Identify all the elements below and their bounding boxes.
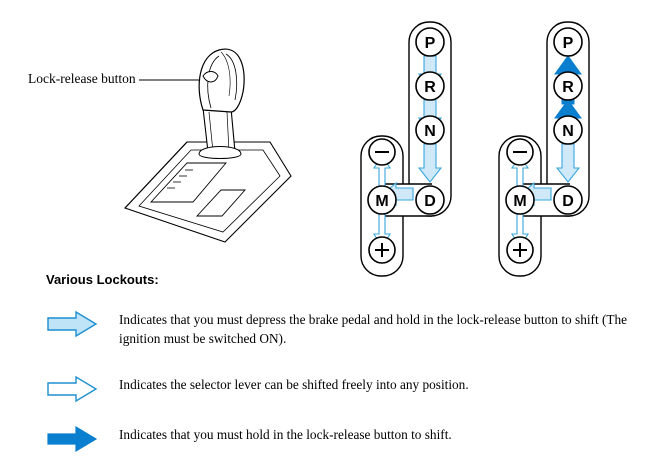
lever-shaft: [203, 108, 235, 152]
svg-text:N: N: [562, 123, 574, 140]
legend-arrow-light-blue-filled: [46, 310, 116, 340]
lever-boot: [199, 147, 241, 159]
svg-text:P: P: [424, 35, 436, 52]
legend-text: Indicates that you must hold in the lock-release button to shift.: [119, 427, 452, 442]
svg-text:P: P: [562, 35, 574, 52]
legend-text: Indicates the selector lever can be shifted freely into any position.: [119, 377, 469, 392]
svg-text:N: N: [424, 123, 436, 140]
svg-text:M: M: [375, 193, 389, 210]
callout-label: Lock-release button: [28, 71, 136, 86]
legend-arrow-white-outline: [46, 375, 116, 405]
svg-text:R: R: [562, 79, 574, 96]
legend-title: Various Lockouts:: [46, 272, 159, 287]
svg-text:D: D: [424, 193, 436, 210]
gear-shifter-illustration: [95, 30, 345, 250]
gate-diagram-lock-release-only: [498, 18, 618, 283]
svg-text:M: M: [513, 193, 527, 210]
svg-text:R: R: [424, 79, 436, 96]
gate-diagram-brake-and-lock-release: [360, 18, 480, 283]
svg-text:D: D: [562, 193, 574, 210]
legend-arrow-solid-blue: [46, 425, 116, 455]
legend-text: Indicates that you must depress the brake pedal and hold in the lock-release button to shift (The ignition must be switched ON).: [119, 312, 628, 346]
